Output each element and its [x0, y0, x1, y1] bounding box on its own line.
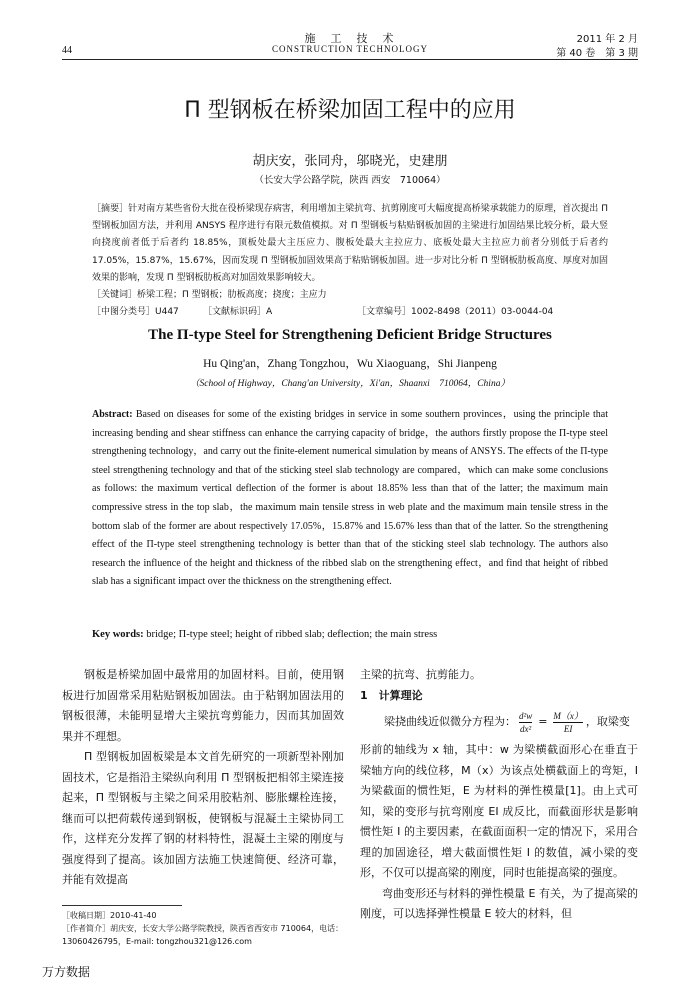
formula-intro: 梁挠曲线近似微分方程为：: [384, 714, 516, 728]
formula-line: 梁挠曲线近似微分方程为： d²w dx² = M（x） EI ，取梁变: [384, 710, 630, 734]
keywords-en-text: bridge; Π-type steel; height of ribbed slab; deflection; the main stress: [146, 629, 438, 640]
journal-title-en: CONSTRUCTION TECHNOLOGY: [271, 44, 429, 54]
formula-lhs: [519, 710, 532, 735]
formula-after: ，取梁变: [585, 714, 630, 728]
paper-title-en: The Π-type Steel for Strengthening Deficient Bridge Structures: [148, 327, 552, 343]
authors-cn: 胡庆安，张同舟，邬晓光，史建朋: [252, 154, 448, 169]
formula-lhs-numerator: d²w: [519, 710, 533, 721]
abstract-en-text: Based on diseases for some of the existing bridges in service in some southern provinces，using the principle that increasing bending and shear stiffness can enhance the carrying capacity of bridge，the authors firstly propose the Π-type steel strengthening technology，and carry out the finite-element numerical simulation by means of ANSYS. The effects of the Π-type steel strengthening technology and that of the sticking steel slab technology are compared，which can make some conclusions as follows: the maximum vertical deflection of the former is about 18.85% less than that of the latter; the maximum main compressive stress in the top slab，the maximum main tensile stress in web plate and the maximum main tensile stress in the bottom slab of the former are about respectively 17.05%，15.87% and 15.67% less than that of the latter. So the strengthening effect of the Π-type steel strengthening technology is better than that of the sticking steel slab technology. The authors also research the influence of the height and thickness of the ribbed slab on the strengthening effect，and find that height of ribbed slab has a significant impact over the thickness on the strengthening effect.: [92, 409, 608, 588]
author-bio: ［作者简介］胡庆安，长安大学公路学院教授，陕西省西安市 710064，电话：13060426795，E-mail: tongzhou321@126.com: [62, 924, 344, 946]
keywords-en: [92, 629, 437, 640]
left-paragraph-1: 钢板是桥梁加固中最常用的加固材料。目前，使用钢板进行加固常采用粘贴钢板加固法。由于粘钢加固法用的钢板很薄，未能明显增大主梁抗弯剪能力，因而其加固效果并不理想。: [62, 668, 344, 743]
right-paragraph-2: 弯曲变形还与材料的弹性模量 E 有关，为了提高梁的刚度，可以选择弹性模量 E 较大的材料，但: [360, 886, 638, 920]
footnote-rule: [62, 905, 182, 906]
formula-rhs-numerator: M（x）: [553, 710, 583, 721]
clc-number: ［中图分类号］U447: [92, 307, 179, 317]
section-heading-1: 1 计算理论: [360, 688, 423, 702]
journal-title-cn: 施 工 技 术: [304, 32, 396, 45]
authors-en: Hu Qing'an，Zhang Tongzhou，Wu Xiaoguang，Shi Jianpeng: [203, 358, 497, 370]
footnote: [62, 909, 344, 948]
page-number: 44: [62, 45, 72, 56]
right-column: [360, 665, 638, 925]
keywords-cn: ［关键词］桥梁工程；Π 型钢板；肋板高度；挠度；主应力: [92, 290, 327, 300]
affiliation-en: （School of Highway，Chang'an University，Xi'an，Shaanxi 710064，China）: [190, 379, 510, 389]
issue-date: 2011 年 2 月: [576, 34, 638, 45]
received-date: ［收稿日期］2010-41-40: [62, 911, 157, 920]
abstract-en-label: Abstract:: [92, 409, 133, 420]
formula-rhs: [553, 710, 583, 735]
keywords-en-label: Key words:: [92, 629, 144, 640]
right-paragraph-0: 主梁的抗弯、抗剪能力。: [360, 668, 481, 681]
issue-volume: 第 40 卷 第 3 期: [556, 48, 638, 59]
abstract-en: [92, 406, 608, 592]
left-column: [62, 665, 344, 891]
abstract-cn: ［摘要］针对南方某些省份大批在役桥梁现存病害，利用增加主梁抗弯、抗剪刚度可大幅度提高桥梁承载能力的原理，首次提出 Π 型钢板加固方法，并利用 ANSYS 程序进行有限元数值模拟。对 Π 型钢板与粘贴钢板加固的主梁进行加固结果比较分析，最大竖向挠度前者低于后者约 18.85%，顶板处最大主压应力、腹板处最大主拉应力、底板处最大主拉应力前者分别低于后者约 17.05%，15.87%，15.67%，因而发现 Π 型钢板加固效果高于粘贴钢板加固。进一步对比分析 Π 型钢板肋板高度、厚度对加固效果的影响，发现 Π 型钢板肋板高对加固效果影响较大。: [92, 204, 608, 283]
header-rule: [62, 59, 638, 60]
formula-lhs-denominator: dx²: [520, 723, 532, 734]
affiliation-cn: （长安大学公路学院，陕西 西安 710064）: [254, 175, 446, 186]
formula-rhs-denominator: EI: [563, 723, 573, 734]
paper-title-cn: Π 型钢板在桥梁加固工程中的应用: [184, 98, 516, 123]
article-number: ［文章编号］1002-8498（2011）03-0044-04: [357, 307, 554, 317]
right-paragraph-1: 形前的轴线为 x 轴，其中：w 为梁横截面形心在垂直于梁轴方向的线位移，M（x）为该点处横截面上的弯矩，I 为梁截面的惯性矩，E 为材料的弹性模量[1]。由上式可知，梁的变形与抗弯刚度 EI 成反比，而截面形状是影响惯性矩 I 的主要因素，在截面面积一定的情况下，采用合理的加固途径，增大截面惯性矩 I 的数值，减小梁的变形，不仅可以提高梁的刚度，同时也能提高梁的强度。: [360, 743, 638, 879]
watermark: 万方数据: [42, 965, 91, 979]
document-code: ［文献标识码］A: [203, 307, 273, 317]
left-paragraph-2: Π 型钢板加固板梁是本文首先研究的一项新型补刚加固技术，它是指沿主梁纵向利用 Π 型钢板把相邻主梁连接起来，Π 型钢板与主梁之间采用胶粘剂、膨胀螺栓连接，继而可以把荷载传递到钢板，使钢板与混凝土主梁协同工作，这样充分发挥了钢的材料特性，混凝土主梁的刚度与强度得到了提高。该加固方法施工快速简便、经济可靠，并能有效提高: [62, 750, 344, 886]
